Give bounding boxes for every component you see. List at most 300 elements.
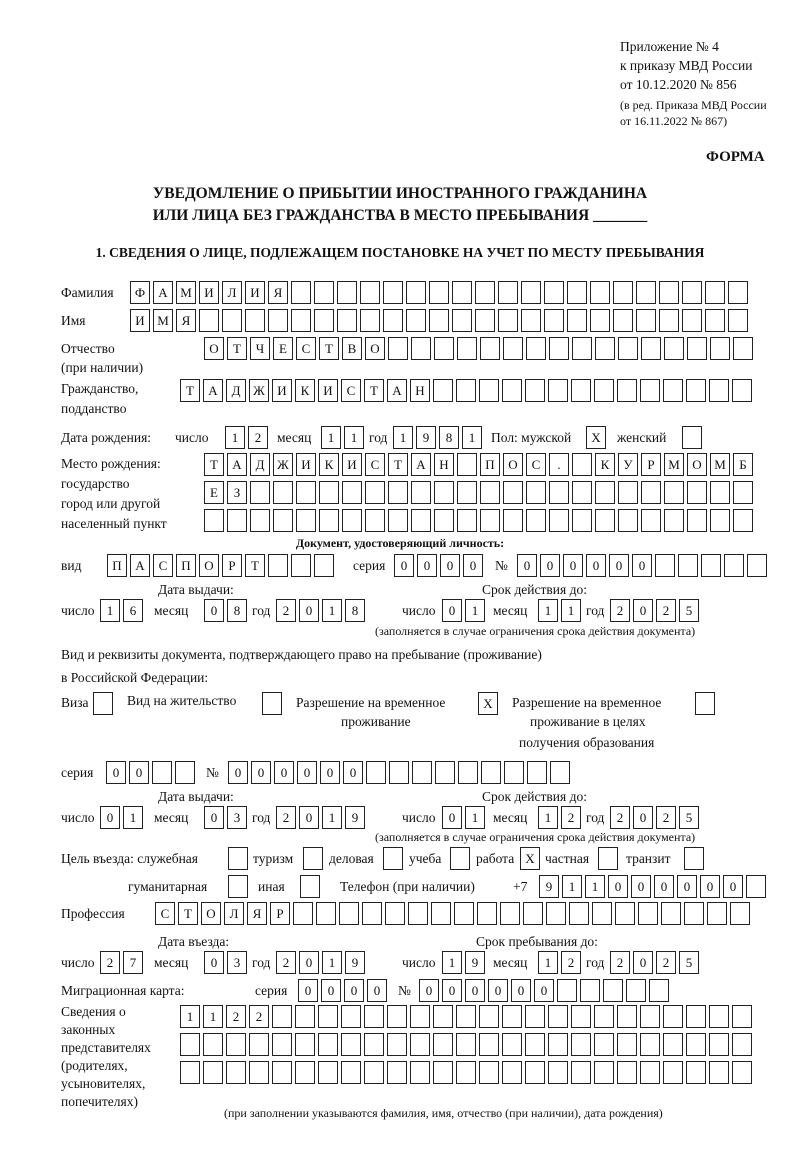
char-cell[interactable] bbox=[272, 1033, 292, 1056]
checkbox-cell[interactable] bbox=[303, 847, 323, 870]
char-cell[interactable]: Ч bbox=[250, 337, 270, 360]
until-month[interactable] bbox=[538, 951, 584, 974]
char-cell[interactable] bbox=[617, 1033, 637, 1056]
char-cell[interactable] bbox=[594, 1005, 614, 1028]
visa-checkbox[interactable] bbox=[93, 692, 116, 715]
char-cell[interactable] bbox=[295, 1061, 315, 1084]
char-cell[interactable] bbox=[525, 379, 545, 402]
representatives-field-3[interactable] bbox=[180, 1061, 755, 1084]
char-cell[interactable] bbox=[180, 1033, 200, 1056]
entry-day[interactable] bbox=[100, 951, 146, 974]
char-cell[interactable] bbox=[526, 337, 546, 360]
char-cell[interactable] bbox=[319, 481, 339, 504]
purpose-work-checkbox[interactable] bbox=[520, 847, 543, 870]
char-cell[interactable] bbox=[710, 481, 730, 504]
char-cell[interactable] bbox=[479, 379, 499, 402]
char-cell[interactable] bbox=[636, 309, 656, 332]
char-cell[interactable] bbox=[479, 1005, 499, 1028]
char-cell[interactable]: М bbox=[710, 453, 730, 476]
char-cell[interactable]: Р bbox=[270, 902, 290, 925]
char-cell[interactable]: 0 bbox=[320, 761, 340, 784]
char-cell[interactable] bbox=[548, 1061, 568, 1084]
char-cell[interactable] bbox=[227, 509, 247, 532]
char-cell[interactable] bbox=[548, 1033, 568, 1056]
patronymic-field[interactable] bbox=[204, 337, 756, 360]
char-cell[interactable]: 0 bbox=[463, 554, 483, 577]
purpose-study-checkbox[interactable] bbox=[450, 847, 473, 870]
char-cell[interactable] bbox=[732, 1005, 752, 1028]
profession-field[interactable] bbox=[155, 902, 753, 925]
char-cell[interactable]: 2 bbox=[610, 599, 630, 622]
sex-male-checkbox[interactable] bbox=[586, 426, 609, 449]
char-cell[interactable]: Т bbox=[245, 554, 265, 577]
char-cell[interactable] bbox=[457, 337, 477, 360]
char-cell[interactable]: 0 bbox=[394, 554, 414, 577]
char-cell[interactable] bbox=[480, 337, 500, 360]
char-cell[interactable]: В bbox=[342, 337, 362, 360]
char-cell[interactable]: 0 bbox=[129, 761, 149, 784]
char-cell[interactable] bbox=[434, 509, 454, 532]
char-cell[interactable]: 1 bbox=[562, 875, 582, 898]
stay-issue-day[interactable] bbox=[100, 806, 146, 829]
char-cell[interactable] bbox=[686, 379, 706, 402]
doc-issue-year[interactable] bbox=[276, 599, 368, 622]
char-cell[interactable]: 2 bbox=[656, 806, 676, 829]
char-cell[interactable]: 0 bbox=[419, 979, 439, 1002]
char-cell[interactable] bbox=[429, 281, 449, 304]
migration-number-field[interactable] bbox=[419, 979, 672, 1002]
char-cell[interactable] bbox=[389, 761, 409, 784]
char-cell[interactable]: 0 bbox=[298, 979, 318, 1002]
char-cell[interactable]: 6 bbox=[123, 599, 143, 622]
char-cell[interactable] bbox=[523, 902, 543, 925]
stay-valid-day[interactable] bbox=[442, 806, 488, 829]
char-cell[interactable] bbox=[572, 481, 592, 504]
char-cell[interactable]: Я bbox=[247, 902, 267, 925]
char-cell[interactable]: А bbox=[130, 554, 150, 577]
char-cell[interactable] bbox=[546, 902, 566, 925]
char-cell[interactable] bbox=[318, 1061, 338, 1084]
char-cell[interactable] bbox=[341, 1033, 361, 1056]
char-cell[interactable]: Д bbox=[226, 379, 246, 402]
char-cell[interactable]: С bbox=[365, 453, 385, 476]
char-cell[interactable] bbox=[502, 1005, 522, 1028]
char-cell[interactable] bbox=[458, 761, 478, 784]
char-cell[interactable]: 0 bbox=[465, 979, 485, 1002]
char-cell[interactable] bbox=[316, 902, 336, 925]
char-cell[interactable] bbox=[295, 1033, 315, 1056]
char-cell[interactable]: Ж bbox=[249, 379, 269, 402]
char-cell[interactable] bbox=[337, 309, 357, 332]
char-cell[interactable]: 5 bbox=[679, 806, 699, 829]
char-cell[interactable] bbox=[364, 1005, 384, 1028]
char-cell[interactable]: 2 bbox=[276, 599, 296, 622]
char-cell[interactable] bbox=[705, 281, 725, 304]
checkbox-cell[interactable] bbox=[228, 875, 248, 898]
char-cell[interactable] bbox=[664, 481, 684, 504]
char-cell[interactable] bbox=[724, 554, 744, 577]
stay-issue-month[interactable] bbox=[204, 806, 250, 829]
char-cell[interactable] bbox=[572, 509, 592, 532]
birth-day-field[interactable] bbox=[225, 426, 271, 449]
char-cell[interactable]: 0 bbox=[204, 599, 224, 622]
char-cell[interactable]: Т bbox=[227, 337, 247, 360]
char-cell[interactable] bbox=[618, 509, 638, 532]
char-cell[interactable]: Д bbox=[250, 453, 270, 476]
char-cell[interactable]: 0 bbox=[586, 554, 606, 577]
char-cell[interactable]: 1 bbox=[321, 426, 341, 449]
char-cell[interactable] bbox=[245, 309, 265, 332]
char-cell[interactable]: О bbox=[687, 453, 707, 476]
char-cell[interactable] bbox=[456, 1061, 476, 1084]
char-cell[interactable] bbox=[337, 281, 357, 304]
char-cell[interactable] bbox=[433, 1061, 453, 1084]
char-cell[interactable]: Т bbox=[180, 379, 200, 402]
char-cell[interactable]: О bbox=[201, 902, 221, 925]
char-cell[interactable] bbox=[291, 309, 311, 332]
char-cell[interactable] bbox=[249, 1033, 269, 1056]
char-cell[interactable]: 0 bbox=[343, 761, 363, 784]
char-cell[interactable]: М bbox=[176, 281, 196, 304]
temp-edu-checkbox[interactable] bbox=[695, 692, 718, 715]
char-cell[interactable] bbox=[457, 509, 477, 532]
char-cell[interactable]: 5 bbox=[679, 599, 699, 622]
char-cell[interactable] bbox=[613, 281, 633, 304]
char-cell[interactable]: С bbox=[341, 379, 361, 402]
char-cell[interactable]: 0 bbox=[344, 979, 364, 1002]
char-cell[interactable] bbox=[411, 337, 431, 360]
char-cell[interactable]: 7 bbox=[123, 951, 143, 974]
char-cell[interactable] bbox=[638, 902, 658, 925]
birth-place-field-1[interactable] bbox=[204, 453, 756, 476]
char-cell[interactable] bbox=[594, 1061, 614, 1084]
char-cell[interactable]: О bbox=[365, 337, 385, 360]
char-cell[interactable]: И bbox=[245, 281, 265, 304]
char-cell[interactable]: 0 bbox=[442, 806, 462, 829]
char-cell[interactable] bbox=[454, 902, 474, 925]
char-cell[interactable] bbox=[733, 481, 753, 504]
purpose-private-checkbox[interactable] bbox=[598, 847, 621, 870]
char-cell[interactable] bbox=[733, 337, 753, 360]
representatives-field-2[interactable] bbox=[180, 1033, 755, 1056]
char-cell[interactable]: О bbox=[503, 453, 523, 476]
citizenship-field[interactable] bbox=[180, 379, 755, 402]
char-cell[interactable] bbox=[411, 481, 431, 504]
char-cell[interactable] bbox=[710, 509, 730, 532]
purpose-official-checkbox[interactable] bbox=[228, 847, 251, 870]
char-cell[interactable] bbox=[572, 337, 592, 360]
char-cell[interactable]: 9 bbox=[539, 875, 559, 898]
char-cell[interactable]: 0 bbox=[251, 761, 271, 784]
char-cell[interactable]: . bbox=[549, 453, 569, 476]
char-cell[interactable]: 0 bbox=[442, 979, 462, 1002]
char-cell[interactable]: Е bbox=[273, 337, 293, 360]
char-cell[interactable] bbox=[480, 509, 500, 532]
char-cell[interactable] bbox=[433, 379, 453, 402]
char-cell[interactable] bbox=[250, 509, 270, 532]
char-cell[interactable]: 2 bbox=[656, 951, 676, 974]
char-cell[interactable]: 0 bbox=[517, 554, 537, 577]
char-cell[interactable] bbox=[571, 1033, 591, 1056]
char-cell[interactable] bbox=[364, 1061, 384, 1084]
char-cell[interactable] bbox=[341, 1061, 361, 1084]
char-cell[interactable] bbox=[203, 1033, 223, 1056]
char-cell[interactable]: 0 bbox=[321, 979, 341, 1002]
char-cell[interactable]: 1 bbox=[442, 951, 462, 974]
char-cell[interactable] bbox=[603, 979, 623, 1002]
doc-kind-field[interactable] bbox=[107, 554, 337, 577]
char-cell[interactable]: 2 bbox=[249, 1005, 269, 1028]
char-cell[interactable] bbox=[732, 1033, 752, 1056]
char-cell[interactable]: 1 bbox=[322, 806, 342, 829]
checkbox-cell[interactable] bbox=[383, 847, 403, 870]
checkbox-cell[interactable] bbox=[684, 847, 704, 870]
char-cell[interactable]: П bbox=[107, 554, 127, 577]
char-cell[interactable] bbox=[318, 1033, 338, 1056]
char-cell[interactable] bbox=[268, 554, 288, 577]
until-year[interactable] bbox=[610, 951, 702, 974]
char-cell[interactable]: 2 bbox=[276, 951, 296, 974]
char-cell[interactable] bbox=[525, 1061, 545, 1084]
char-cell[interactable]: 2 bbox=[656, 599, 676, 622]
char-cell[interactable] bbox=[525, 1033, 545, 1056]
entry-year[interactable] bbox=[276, 951, 368, 974]
char-cell[interactable] bbox=[572, 453, 592, 476]
char-cell[interactable]: 1 bbox=[225, 426, 245, 449]
char-cell[interactable] bbox=[571, 379, 591, 402]
stay-valid-month[interactable] bbox=[538, 806, 584, 829]
char-cell[interactable]: С bbox=[155, 902, 175, 925]
char-cell[interactable]: И bbox=[199, 281, 219, 304]
char-cell[interactable]: 1 bbox=[561, 599, 581, 622]
char-cell[interactable] bbox=[272, 1061, 292, 1084]
char-cell[interactable] bbox=[728, 309, 748, 332]
char-cell[interactable] bbox=[544, 281, 564, 304]
char-cell[interactable]: 8 bbox=[439, 426, 459, 449]
char-cell[interactable] bbox=[682, 309, 702, 332]
char-cell[interactable] bbox=[640, 1005, 660, 1028]
char-cell[interactable] bbox=[387, 1033, 407, 1056]
entry-month[interactable] bbox=[204, 951, 250, 974]
char-cell[interactable]: И bbox=[296, 453, 316, 476]
birth-year-field[interactable] bbox=[393, 426, 485, 449]
char-cell[interactable]: Т bbox=[178, 902, 198, 925]
char-cell[interactable] bbox=[383, 281, 403, 304]
char-cell[interactable]: 0 bbox=[299, 599, 319, 622]
char-cell[interactable]: Я bbox=[268, 281, 288, 304]
char-cell[interactable] bbox=[314, 309, 334, 332]
char-cell[interactable] bbox=[226, 1033, 246, 1056]
char-cell[interactable]: 0 bbox=[204, 951, 224, 974]
stay-series-field[interactable] bbox=[106, 761, 198, 784]
char-cell[interactable]: И bbox=[318, 379, 338, 402]
char-cell[interactable] bbox=[268, 309, 288, 332]
char-cell[interactable] bbox=[475, 309, 495, 332]
char-cell[interactable] bbox=[502, 1061, 522, 1084]
birth-month-field[interactable] bbox=[321, 426, 367, 449]
char-cell[interactable] bbox=[732, 1061, 752, 1084]
char-cell[interactable]: 1 bbox=[344, 426, 364, 449]
char-cell[interactable]: 0 bbox=[540, 554, 560, 577]
char-cell[interactable] bbox=[341, 1005, 361, 1028]
char-cell[interactable] bbox=[569, 902, 589, 925]
char-cell[interactable] bbox=[180, 1061, 200, 1084]
char-cell[interactable] bbox=[503, 481, 523, 504]
char-cell[interactable] bbox=[319, 509, 339, 532]
char-cell[interactable] bbox=[549, 481, 569, 504]
char-cell[interactable]: 0 bbox=[608, 875, 628, 898]
purpose-other-checkbox[interactable] bbox=[300, 875, 323, 898]
char-cell[interactable]: 2 bbox=[610, 951, 630, 974]
char-cell[interactable]: А bbox=[203, 379, 223, 402]
char-cell[interactable]: 0 bbox=[677, 875, 697, 898]
char-cell[interactable]: 0 bbox=[297, 761, 317, 784]
char-cell[interactable] bbox=[733, 509, 753, 532]
char-cell[interactable] bbox=[618, 481, 638, 504]
char-cell[interactable]: 0 bbox=[274, 761, 294, 784]
char-cell[interactable]: К bbox=[319, 453, 339, 476]
char-cell[interactable]: 0 bbox=[633, 806, 653, 829]
char-cell[interactable]: 0 bbox=[632, 554, 652, 577]
char-cell[interactable] bbox=[649, 979, 669, 1002]
char-cell[interactable] bbox=[339, 902, 359, 925]
char-cell[interactable] bbox=[500, 902, 520, 925]
char-cell[interactable] bbox=[705, 309, 725, 332]
char-cell[interactable]: А bbox=[227, 453, 247, 476]
char-cell[interactable]: 1 bbox=[322, 599, 342, 622]
char-cell[interactable] bbox=[686, 1033, 706, 1056]
doc-valid-year[interactable] bbox=[610, 599, 702, 622]
char-cell[interactable] bbox=[641, 481, 661, 504]
stay-issue-year[interactable] bbox=[276, 806, 368, 829]
char-cell[interactable] bbox=[433, 1033, 453, 1056]
char-cell[interactable] bbox=[365, 481, 385, 504]
char-cell[interactable]: 2 bbox=[276, 806, 296, 829]
char-cell[interactable] bbox=[594, 1033, 614, 1056]
char-cell[interactable] bbox=[571, 1061, 591, 1084]
char-cell[interactable] bbox=[385, 902, 405, 925]
purpose-business-checkbox[interactable] bbox=[383, 847, 406, 870]
char-cell[interactable] bbox=[567, 309, 587, 332]
char-cell[interactable]: 0 bbox=[100, 806, 120, 829]
char-cell[interactable] bbox=[249, 1061, 269, 1084]
char-cell[interactable] bbox=[686, 1005, 706, 1028]
char-cell[interactable] bbox=[411, 509, 431, 532]
char-cell[interactable]: К bbox=[295, 379, 315, 402]
char-cell[interactable] bbox=[580, 979, 600, 1002]
char-cell[interactable] bbox=[526, 481, 546, 504]
phone-field[interactable] bbox=[539, 875, 769, 898]
char-cell[interactable]: П bbox=[176, 554, 196, 577]
char-cell[interactable] bbox=[498, 309, 518, 332]
checkbox-cell[interactable] bbox=[93, 692, 113, 715]
purpose-humanitarian-checkbox[interactable] bbox=[228, 875, 251, 898]
sex-female-checkbox[interactable] bbox=[682, 426, 705, 449]
char-cell[interactable]: 1 bbox=[465, 806, 485, 829]
char-cell[interactable]: 2 bbox=[248, 426, 268, 449]
char-cell[interactable]: С bbox=[153, 554, 173, 577]
char-cell[interactable]: И bbox=[342, 453, 362, 476]
char-cell[interactable] bbox=[571, 1005, 591, 1028]
char-cell[interactable] bbox=[710, 337, 730, 360]
char-cell[interactable]: Т bbox=[204, 453, 224, 476]
char-cell[interactable] bbox=[291, 554, 311, 577]
char-cell[interactable] bbox=[684, 902, 704, 925]
char-cell[interactable] bbox=[475, 281, 495, 304]
char-cell[interactable]: Р bbox=[641, 453, 661, 476]
char-cell[interactable] bbox=[618, 337, 638, 360]
char-cell[interactable] bbox=[567, 281, 587, 304]
char-cell[interactable] bbox=[549, 509, 569, 532]
char-cell[interactable]: 0 bbox=[204, 806, 224, 829]
char-cell[interactable] bbox=[452, 309, 472, 332]
char-cell[interactable]: 0 bbox=[299, 806, 319, 829]
doc-valid-month[interactable] bbox=[538, 599, 584, 622]
char-cell[interactable] bbox=[456, 379, 476, 402]
representatives-field-1[interactable] bbox=[180, 1005, 755, 1028]
char-cell[interactable]: И bbox=[130, 309, 150, 332]
char-cell[interactable] bbox=[296, 481, 316, 504]
char-cell[interactable] bbox=[521, 309, 541, 332]
char-cell[interactable] bbox=[291, 281, 311, 304]
char-cell[interactable] bbox=[364, 1033, 384, 1056]
char-cell[interactable]: 0 bbox=[488, 979, 508, 1002]
checkbox-cell[interactable] bbox=[695, 692, 715, 715]
char-cell[interactable] bbox=[203, 1061, 223, 1084]
stay-valid-year[interactable] bbox=[610, 806, 702, 829]
char-cell[interactable] bbox=[709, 379, 729, 402]
char-cell[interactable] bbox=[595, 509, 615, 532]
char-cell[interactable] bbox=[175, 761, 195, 784]
char-cell[interactable] bbox=[388, 481, 408, 504]
char-cell[interactable]: 0 bbox=[700, 875, 720, 898]
char-cell[interactable]: А bbox=[411, 453, 431, 476]
checkbox-cell[interactable] bbox=[262, 692, 282, 715]
char-cell[interactable]: 0 bbox=[228, 761, 248, 784]
checkbox-cell[interactable] bbox=[450, 847, 470, 870]
char-cell[interactable]: 0 bbox=[654, 875, 674, 898]
char-cell[interactable] bbox=[387, 1061, 407, 1084]
char-cell[interactable]: Т bbox=[319, 337, 339, 360]
char-cell[interactable]: 0 bbox=[440, 554, 460, 577]
char-cell[interactable] bbox=[617, 379, 637, 402]
char-cell[interactable] bbox=[659, 281, 679, 304]
checkbox-cell[interactable] bbox=[682, 426, 702, 449]
stay-number-field[interactable] bbox=[228, 761, 573, 784]
char-cell[interactable] bbox=[435, 761, 455, 784]
char-cell[interactable]: Р bbox=[222, 554, 242, 577]
char-cell[interactable] bbox=[641, 509, 661, 532]
char-cell[interactable] bbox=[661, 902, 681, 925]
char-cell[interactable]: 0 bbox=[631, 875, 651, 898]
char-cell[interactable] bbox=[388, 509, 408, 532]
char-cell[interactable]: 1 bbox=[462, 426, 482, 449]
char-cell[interactable] bbox=[406, 281, 426, 304]
char-cell[interactable] bbox=[479, 1061, 499, 1084]
char-cell[interactable]: П bbox=[480, 453, 500, 476]
char-cell[interactable] bbox=[746, 875, 766, 898]
char-cell[interactable] bbox=[709, 1033, 729, 1056]
char-cell[interactable] bbox=[365, 509, 385, 532]
char-cell[interactable] bbox=[590, 309, 610, 332]
char-cell[interactable] bbox=[410, 1061, 430, 1084]
char-cell[interactable] bbox=[663, 1061, 683, 1084]
char-cell[interactable]: К bbox=[595, 453, 615, 476]
char-cell[interactable]: О bbox=[204, 337, 224, 360]
char-cell[interactable] bbox=[383, 309, 403, 332]
name-field[interactable] bbox=[130, 309, 751, 332]
char-cell[interactable] bbox=[504, 761, 524, 784]
